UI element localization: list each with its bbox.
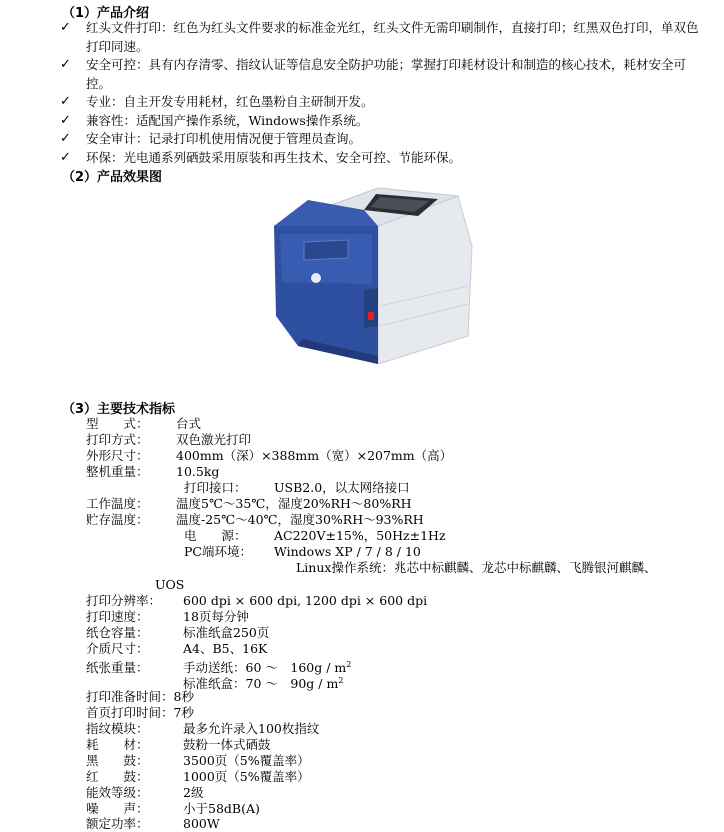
spec-label: 黑 鼓： [86,753,149,768]
spec-label: 工作温度： [86,496,149,511]
spec-value: 标准纸盒250页 [183,625,270,640]
spec-row [86,593,427,609]
spec-row [184,480,410,496]
checkmark-icon: ✓ [60,131,71,146]
spec-value: A4、B5、16K [183,641,268,656]
spec-row [296,560,656,576]
spec-label: 介质尺寸： [86,641,149,656]
checkmark-icon: ✓ [60,112,71,128]
spec-label: 指纹模块： [86,721,149,736]
feature-list [60,19,700,167]
spec-value: 小于58dB(A) [183,801,260,816]
checkmark-icon: ✓ [60,94,71,109]
spec-value: Linux操作系统：兆芯中标麒麟、龙芯中标麒麟、飞腾银河麒麟、 [296,560,657,575]
spec-value: 400mm（深）×388mm（宽）×207mm（高） [176,448,453,463]
list-item: ✓ 环保：光电通系列硒鼓采用原装和再生技术、安全可控、节能环保。 [60,149,700,168]
spec-label: 额定功率： [86,816,149,831]
spec-label: 噪 声： [86,801,149,816]
spec-value: 双色激光打印 [176,432,252,447]
spec-row [183,673,343,692]
spec-value: 10.5kg [176,464,220,479]
spec-value: 手动送纸：60 ～ 160g / m [183,660,347,676]
spec-label: 型 式： [86,416,149,431]
superscript-2: 2 [338,676,344,685]
spec-label: 纸张重量： [86,660,149,676]
superscript-2: 2 [346,660,352,669]
spec-label: 打印准备时间： [86,689,174,704]
section2-title: （2）产品效果图 [62,170,163,185]
spec-value: 鼓粉一体式硒鼓 [183,737,271,752]
spec-row [86,816,220,832]
spec-value: 7秒 [173,705,194,720]
spec-label: 能效等级： [86,785,149,800]
spec-row [86,609,249,625]
spec-label: 首页打印时间： [86,705,174,720]
spec-row [86,737,271,753]
spec-row [86,769,310,785]
spec-row [86,625,269,641]
spec-label: 纸仓容量： [86,625,149,640]
section1-title: （1）产品介绍 [62,6,150,21]
list-item: ✓ 红头文件打印：红色为红头文件要求的标准金光红，红头文件无需印刷制作，直接打印；红黑双色打印，单双色打印同速。 [60,20,699,54]
spec-value: AC220V±15%，50Hz±1Hz [274,528,446,543]
spec-value: 2级 [183,785,204,800]
spec-label: 红 鼓： [86,769,149,784]
spec-value: 最多允许录入100枚指纹 [183,721,320,736]
spec-value: 3500页（5%覆盖率） [183,753,310,768]
spec-label: 打印方式： [86,432,149,447]
list-item: ✓ 安全审计：记录打印机使用情况便于管理员查询。 [60,130,700,149]
checkmark-icon: ✓ [60,20,71,35]
spec-label: 贮存温度： [86,512,149,527]
spec-value: 温度-25℃～40℃，湿度30%RH～93%RH [176,512,424,527]
list-item: ✓ 兼容性：适配国产操作系统，Windows操作系统。 [60,112,700,131]
spec-value: 800W [183,816,220,831]
spec-row [184,528,446,544]
spec-value: 18页每分钟 [183,609,249,624]
spec-row [86,416,201,432]
spec-label: 外形尺寸： [86,448,149,463]
spec-row [86,689,194,705]
list-item: ✓ 专业：自主开发专用耗材，红色墨粉自主研制开发。 [60,93,700,112]
spec-label: 耗 材： [86,737,149,752]
spec-row [86,641,267,657]
spec-row [86,801,260,817]
checkmark-icon: ✓ [60,57,71,72]
spec-row [86,432,251,448]
spec-row [184,544,421,560]
spec-row [86,464,219,480]
spec-label: 打印速度： [86,609,149,624]
spec-value: 1000页（5%覆盖率） [183,769,310,784]
spec-row [86,448,452,464]
spec-value: 温度5℃～35℃，湿度20%RH～80%RH [176,496,412,511]
spec-row [86,785,203,801]
spec-value: UOS [155,577,185,592]
spec-value: 600 dpi × 600 dpi, 1200 dpi × 600 dpi [183,593,428,608]
spec-value: Windows XP / 7 / 8 / 10 [274,544,421,559]
spec-value: 8秒 [173,689,194,704]
spec-label: 电 源： [184,528,247,543]
spec-value: 标准纸盒：70 ～ 90g / m [183,676,339,692]
spec-label: 打印分辨率： [86,593,162,608]
spec-label: 整机重量： [86,464,149,479]
printer-image [268,186,474,364]
spec-row [86,721,319,737]
spec-row [86,705,194,721]
spec-row [86,512,424,528]
spec-row [86,753,310,769]
list-item: ✓ 安全可控：具有内存清零、指纹认证等信息安全防护功能；掌握打印耗材设计和制造的核心技术，耗材安全可控。 [60,57,687,91]
checkmark-icon: ✓ [60,149,71,165]
spec-row [86,496,412,512]
spec-label: PC端环境： [184,544,252,559]
spec-value: 台式 [176,416,202,431]
spec-row [155,577,184,593]
spec-value: USB2.0，以太网络接口 [274,480,410,495]
section3-title: （3）主要技术指标 [62,402,176,417]
spec-label: 打印接口： [184,480,247,495]
